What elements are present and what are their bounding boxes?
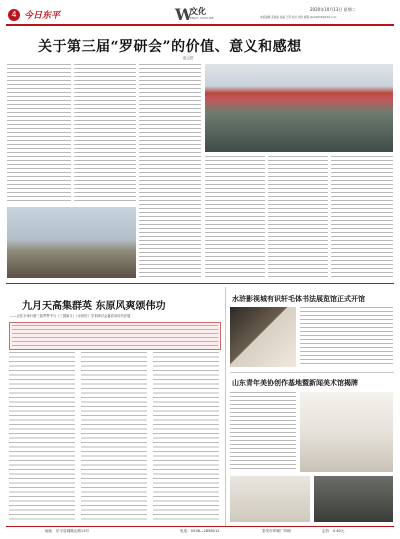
column-divider xyxy=(225,287,226,527)
main-article-column-3 xyxy=(139,64,201,278)
section-letter: W xyxy=(175,5,193,24)
poem-subtitle: ——记东平举行第三届罗贯中与《三国演义》《水浒传》学术研讨会嘉宾诗词书法展 xyxy=(10,314,131,318)
poem-headline: 九月天高集群英 东原风爽颂伟功 xyxy=(22,301,166,312)
footer-phone: 电话：0538—2858012 xyxy=(180,529,220,533)
editor-line: 本版编辑 张丽丽 美编 王玥 校对 刘涛 邮箱 jdsxl2018@126.com xyxy=(260,16,337,19)
photo-artwork-2 xyxy=(314,476,393,522)
main-article-column-1 xyxy=(7,64,71,204)
main-article-column-4 xyxy=(205,156,265,278)
page-number-badge xyxy=(8,9,20,21)
page-number: 4 xyxy=(11,10,17,19)
right-article-1-text xyxy=(300,307,393,367)
masthead-rule xyxy=(6,24,394,26)
photo-conference-hall xyxy=(205,64,393,152)
photo-calligraphy-exhibit xyxy=(230,307,296,367)
footer-printer: 泰安市印刷厂印刷 xyxy=(262,529,291,533)
photo-ink-painting xyxy=(300,392,393,472)
date-line: 2020年10月13日 星期二 xyxy=(310,7,356,12)
right-article-1-headline: 水浒影视城有识轩毛体书法展览馆正式开馆 xyxy=(232,294,365,303)
paper-logo: 今日东平 xyxy=(24,11,61,21)
footer-price: 定价：0.40元 xyxy=(322,529,345,533)
section-subtitle: ENJOY CULTURE xyxy=(190,16,214,20)
right-article-2-text xyxy=(230,392,296,472)
main-article-column-2 xyxy=(74,64,136,204)
photo-artwork-1 xyxy=(230,476,310,522)
poem-grid xyxy=(9,352,219,522)
footer-address: 地址：东平县城佛山路13号 xyxy=(45,529,90,533)
poem-intro-box xyxy=(9,322,221,350)
section-divider xyxy=(6,283,394,284)
main-byline: 赵云贺 xyxy=(183,56,194,60)
right-article-2-headline: 山东青年美协创作基地暨新闻美术馆揭牌 xyxy=(232,378,358,387)
main-headline: 关于第三届“罗研会”的价值、意义和感想 xyxy=(38,39,302,55)
section-title: 文化 xyxy=(190,6,206,16)
photo-group-outdoors xyxy=(7,207,136,278)
right-divider xyxy=(230,372,394,373)
footer-rule xyxy=(6,526,394,527)
main-article-column-5 xyxy=(268,156,328,278)
main-article-column-6 xyxy=(331,156,393,278)
